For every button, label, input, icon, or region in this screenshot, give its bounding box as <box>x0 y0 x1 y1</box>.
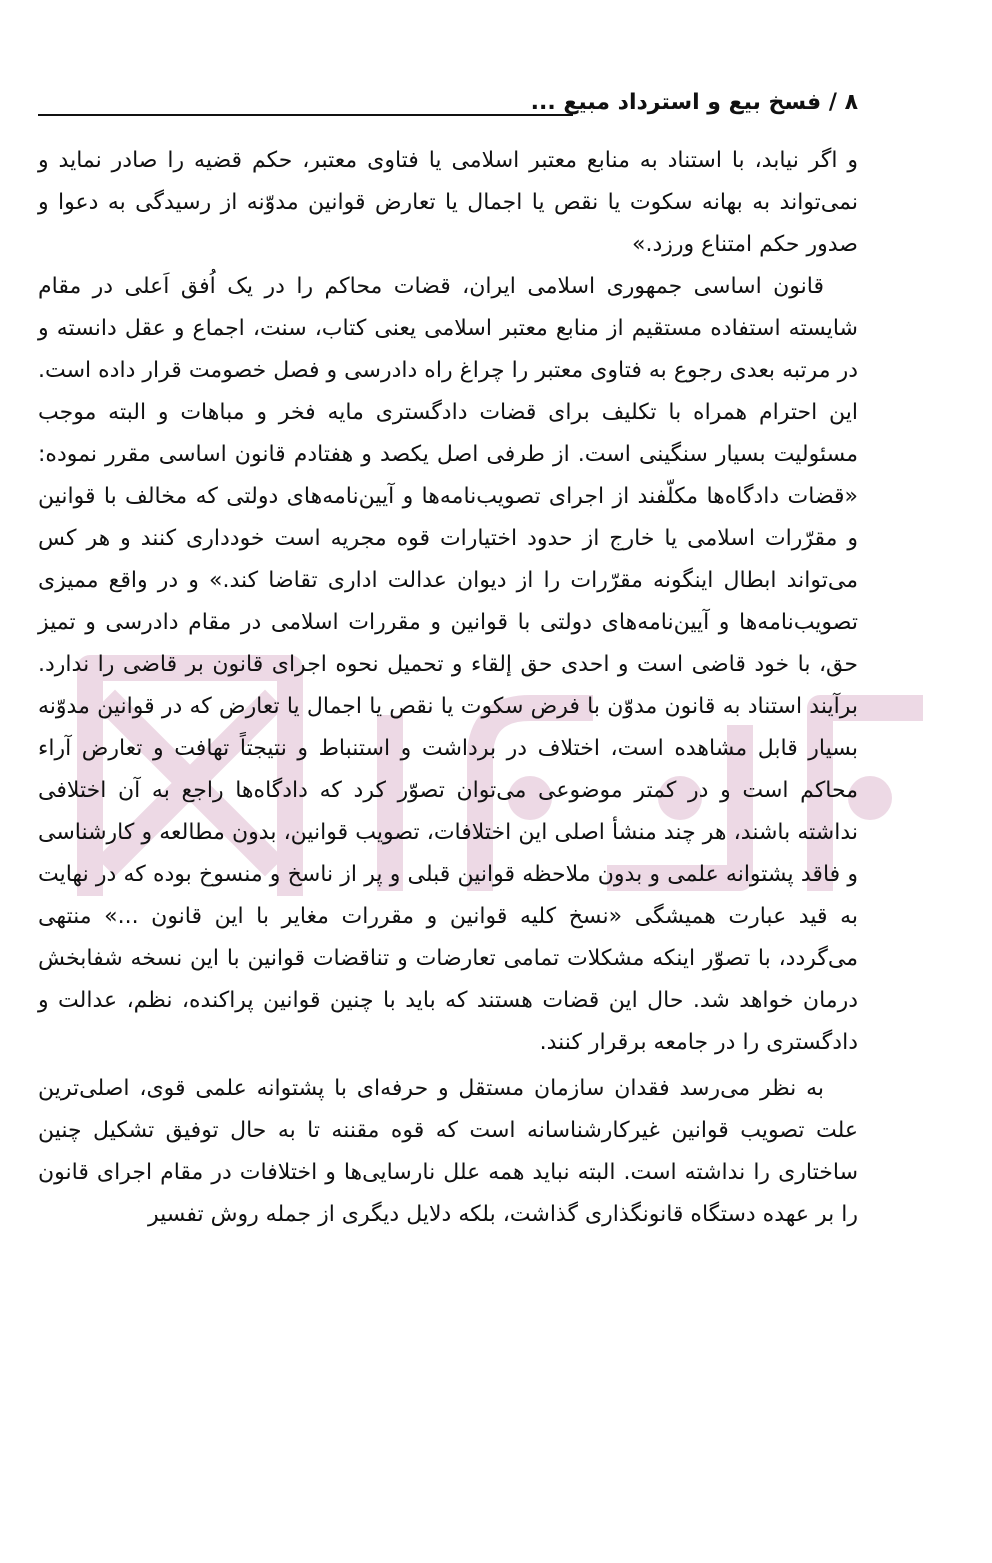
header-text <box>531 86 858 120</box>
paragraph: به نظر می‌رسد فقدان سازمان مستقل و حرفه‌ای با پشتوانه علمی قوی، اصلی‌ترین علت تصویب قوانین غیرکارشناسانه است که قوه مقننه تا به حال توفیق تشکیل چنین ساختاری را نداشته است. البته نباید همه علل نارسایی‌ها و اختلافات در مقام اجرای قانون را بر عهده دستگاه قانونگذاری گذاشت، بلکه دلایل دیگری از جمله روش تفسیر <box>38 1076 858 1227</box>
header-rule <box>38 114 573 116</box>
running-header <box>38 86 858 126</box>
paragraph: قانون اساسی جمهوری اسلامی ایران، قضات محاکم را در یک اُفق اَعلی در مقام شایسته استفاده مستقیم از منابع معتبر اسلامی یعنی کتاب، سنت، اجماع و عقل دانسته و در مرتبه بعدی رجوع به فتاوی معتبر را چراغ راه دادرسی و فصل خصومت قرار داده است. این احترام همراه با تکلیف برای قضات دادگستری مایه فخر و مباهات و البته موجب مسئولیت بسیار سنگینی است. از طرفی اصل یکصد و هفتادم قانون اساسی مقرر نموده: «قضات دادگاه‌ها مکلّفند از اجرای تصویب‌نامه‌ها و آیین‌نامه‌های دولتی که مخالف با قوانین و مقرّرات اسلامی یا خارج از حدود اختیارات قوه مجریه است خودداری کنند و هر کس می‌تواند ابطال اینگونه مقرّرات را از دیوان عدالت اداری تقاضا کند.» و در واقع ممیزی تصویب‌نامه‌ها و آیین‌نامه‌های دولتی با قوانین و مقررات اسلامی در مقام دادرسی و تمیز حق، با خود قاضی است و احدی حق إلقاء و تحمیل نحوه اجرای قانون بر قاضی را ندارد. برآیند استناد به قانون مدوّن با فرض سکوت یا نقص یا اجمال یا تعارض که در قوانین مدوّنه بسیار قابل مشاهده است، اختلاف در برداشت و استنباط و نتیجتاً تهافت و تعارض آراء محاکم است و در کمتر موضوعی می‌توان تصوّر کرد که دادگاه‌ها راجع به آن اختلافی نداشته باشند، هر چند منشأ اصلی این اختلافات، تصویب قوانین، بدون مطالعه و کارشناسی و فاقد پشتوانه علمی و بدون ملاحظه قوانین قبلی و پر از ناسخ و منسوخ بوده که در نهایت به قید عبارت همیشگی «نسخ کلیه قوانین و مقررات مغایر با این قانون ...» منتهی می‌گردد، با تصوّر اینکه مشکلات تمامی تعارضات و تناقضات قوانین با این نسخه شفابخش درمان خواهد شد. حال این قضات هستند که باید با چنین قوانین پراکنده، نظم، عدالت و دادگستری را در جامعه برقرار کنند. <box>38 274 858 1055</box>
paragraph: و اگر نیابد، با استناد به منابع معتبر اسلامی یا فتاوی معتبر، حکم قضیه را صادر نماید و نمی‌تواند به بهانه سکوت یا نقص یا اجمال یا تعارض قوانین مدوّنه از رسیدگی به دعوا و صدور حکم امتناع ورزد.» <box>38 148 858 257</box>
book-page <box>38 0 858 1563</box>
header-separator: / <box>821 90 845 115</box>
page-number: ۸ <box>844 90 858 115</box>
body-text <box>38 140 858 1236</box>
book-title: فسخ بیع و استرداد مبیع ... <box>530 90 822 115</box>
